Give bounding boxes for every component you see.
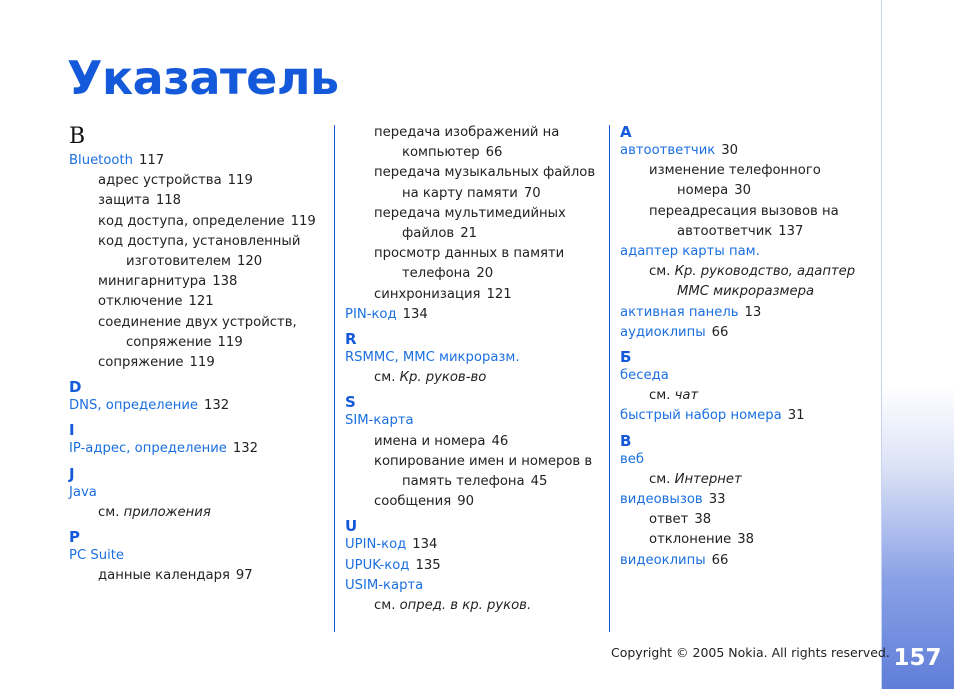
see-label: см. <box>649 388 671 404</box>
index-entry[interactable] <box>620 406 875 426</box>
index-term-link[interactable]: RSMMC, MMC микроразм. <box>345 350 520 366</box>
page-reference: 119 <box>217 334 243 350</box>
index-subentry-text: копирование имен и номеров в <box>374 453 593 469</box>
page-reference: 132 <box>232 441 259 457</box>
index-subentry <box>69 212 324 232</box>
index-entry[interactable] <box>69 439 324 459</box>
index-term-link[interactable]: PIN-код <box>345 306 397 322</box>
index-subentry-text: данные календаря <box>98 568 230 584</box>
column-divider <box>334 125 335 632</box>
index-entry[interactable] <box>620 141 875 161</box>
page-reference: 20 <box>476 266 494 282</box>
index-entry[interactable] <box>620 551 875 571</box>
index-subentry-text: адрес устройства <box>98 173 222 189</box>
page-reference: 21 <box>460 226 477 242</box>
see-reference: Кр. руководство, адаптер <box>674 264 856 280</box>
index-letter-heading: R <box>345 330 357 349</box>
index-subentry-text: переадресация вызовов на <box>649 203 839 219</box>
index-subentry <box>69 292 324 312</box>
see-reference: MMC микроразмера <box>677 284 815 300</box>
index-subentry <box>345 224 600 244</box>
index-letter-heading: J <box>69 464 75 483</box>
page-reference: 119 <box>189 355 215 371</box>
index-entry[interactable] <box>69 151 324 171</box>
page-reference: 97 <box>235 568 253 584</box>
index-term-link[interactable]: видеоклипы <box>620 552 706 568</box>
index-subentry <box>345 596 600 616</box>
page-side-bar <box>881 0 954 689</box>
index-subentry-text: просмотр данных в памяти <box>374 246 565 262</box>
index-column-1 <box>69 123 324 586</box>
page-number: 157 <box>893 645 942 671</box>
index-subentry <box>69 191 324 211</box>
page-title: Указатель <box>67 51 339 105</box>
index-subentry-text: соединение двух устройств, <box>98 314 297 330</box>
index-subentry-text: отключение <box>98 294 183 310</box>
see-reference: Интернет <box>674 471 742 487</box>
index-subentry <box>345 204 600 224</box>
index-subentry <box>69 272 324 292</box>
page-reference: 118 <box>155 193 182 209</box>
see-reference: опред. в кр. руков. <box>399 598 532 614</box>
page-reference: 70 <box>523 185 541 201</box>
index-term-link[interactable]: Java <box>69 484 97 500</box>
index-letter-heading: А <box>620 123 632 141</box>
index-subentry-text: отклонение <box>649 532 732 548</box>
index-entry[interactable] <box>345 556 600 576</box>
index-subentry <box>345 184 600 204</box>
index-entry[interactable] <box>620 242 875 262</box>
see-label: см. <box>98 504 120 520</box>
index-subentry-text: синхронизация <box>374 286 481 302</box>
index-subentry-text: компьютер <box>402 145 480 161</box>
index-entry[interactable] <box>620 323 875 343</box>
index-subentry <box>345 163 600 183</box>
index-letter-heading: I <box>69 421 75 440</box>
index-term-link[interactable]: автоответчик <box>620 143 716 158</box>
index-subentry <box>620 161 875 181</box>
index-subentry <box>620 386 875 406</box>
page-reference: 30 <box>734 183 751 199</box>
index-entry[interactable] <box>69 396 324 416</box>
index-letter-heading: D <box>69 378 82 397</box>
page-reference: 30 <box>721 143 739 158</box>
see-label: см. <box>649 264 671 280</box>
page-reference: 66 <box>711 552 729 568</box>
index-subentry <box>69 353 324 373</box>
index-subentry-text: изменение телефонного <box>649 163 821 179</box>
page-reference: 31 <box>787 408 805 424</box>
index-subentry-text: автоответчик <box>677 223 773 239</box>
index-term-link[interactable]: USIM-карта <box>345 577 424 593</box>
index-entry[interactable] <box>620 366 875 386</box>
index-letter-heading: В <box>620 431 632 450</box>
index-subentry <box>345 264 600 284</box>
index-subentry <box>69 566 324 586</box>
index-column-2 <box>345 123 600 616</box>
index-entry[interactable] <box>345 411 600 431</box>
index-subentry <box>620 202 875 222</box>
page-reference: 45 <box>530 474 548 490</box>
index-subentry <box>69 503 324 523</box>
index-term-link[interactable]: PC Suite <box>69 548 125 564</box>
column-divider <box>609 125 610 632</box>
index-subentry <box>69 313 324 333</box>
index-entry[interactable] <box>620 450 875 470</box>
index-term-link[interactable]: UPIN-код <box>345 537 407 553</box>
index-term-link[interactable]: видеовызов <box>620 492 703 508</box>
page-reference: 134 <box>412 537 438 553</box>
index-subentry-text: код доступа, определение <box>98 213 285 229</box>
index-subentry <box>620 181 875 201</box>
index-subentry <box>69 232 324 252</box>
see-label: см. <box>374 598 396 614</box>
index-subentry-text: память телефона <box>402 474 525 490</box>
index-subentry <box>620 510 875 530</box>
index-term-link[interactable]: веб <box>620 451 645 467</box>
index-entry[interactable] <box>620 303 875 323</box>
index-subentry <box>345 244 600 264</box>
index-subentry-text: номера <box>677 183 729 199</box>
index-term-link[interactable]: быстрый набор номера <box>620 408 782 424</box>
index-subentry <box>345 285 600 305</box>
index-subentry <box>345 452 600 472</box>
page-reference: 135 <box>415 557 441 573</box>
index-entry[interactable] <box>620 490 875 510</box>
index-entry[interactable] <box>345 348 600 368</box>
page-reference: 13 <box>744 304 762 320</box>
index-subentry-text: сопряжение <box>126 334 212 350</box>
index-subentry <box>345 143 600 163</box>
index-term-link[interactable]: активная панель <box>620 304 739 320</box>
index-subentry <box>620 470 875 490</box>
index-subentry-text: передача мультимедийных <box>374 205 566 221</box>
index-subentry-text: минигарнитура <box>98 274 207 290</box>
index-subentry <box>345 432 600 452</box>
index-term-link[interactable]: UPUK-код <box>345 557 410 573</box>
index-subentry <box>69 252 324 272</box>
index-entry[interactable] <box>345 576 600 596</box>
page-reference: 138 <box>212 274 238 290</box>
index-letter-heading: U <box>345 517 358 536</box>
index-letter-heading: B <box>69 124 86 149</box>
page-reference: 132 <box>204 398 230 414</box>
page-reference: 137 <box>778 223 804 239</box>
page-reference: 90 <box>457 494 474 510</box>
index-subentry <box>345 368 600 388</box>
index-subentry <box>620 282 875 302</box>
index-letter-heading: Б <box>620 348 632 367</box>
index-subentry <box>620 262 875 282</box>
index-term-link[interactable]: адаптер карты пам. <box>620 244 760 260</box>
index-subentry <box>345 492 600 512</box>
page-reference: 119 <box>290 213 316 229</box>
index-subentry <box>345 472 600 492</box>
index-term-link[interactable]: аудиоклипы <box>620 324 706 340</box>
index-subentry-text: изготовителем <box>126 254 231 270</box>
index-entry[interactable] <box>69 546 324 566</box>
index-entry[interactable] <box>345 305 600 325</box>
copyright-notice: Copyright © 2005 Nokia. All rights reserved. <box>611 645 890 660</box>
index-subentry <box>620 222 875 242</box>
page-reference: 38 <box>737 532 755 548</box>
index-subentry <box>69 333 324 353</box>
index-column-3 <box>620 123 875 571</box>
index-subentry-text: сопряжение <box>98 355 184 371</box>
index-term-link[interactable]: беседа <box>620 368 669 384</box>
page-reference: 121 <box>486 286 512 302</box>
index-subentry-text: телефона <box>402 266 471 282</box>
index-subentry-text: ответ <box>649 512 689 528</box>
page-reference: 33 <box>708 492 726 508</box>
index-letter-heading: P <box>69 528 80 547</box>
see-reference: приложения <box>123 504 211 520</box>
index-entry[interactable] <box>69 483 324 503</box>
index-letter-heading: S <box>345 393 356 412</box>
page-reference: 66 <box>711 324 729 340</box>
index-subentry-text: имена и номера <box>374 433 486 449</box>
index-entry[interactable] <box>345 535 600 555</box>
see-reference: чат <box>674 388 699 404</box>
index-subentry-text: код доступа, установленный <box>98 233 301 249</box>
index-subentry-text: защита <box>98 193 150 209</box>
see-reference: Кр. руков-во <box>399 370 487 386</box>
page-reference: 66 <box>485 145 503 161</box>
see-label: см. <box>374 370 396 386</box>
index-subentry-text: передача музыкальных файлов <box>374 165 596 181</box>
page-reference: 134 <box>402 306 428 322</box>
index-subentry-text: на карту памяти <box>402 185 518 201</box>
index-term-link[interactable]: Bluetooth <box>69 153 134 168</box>
index-subentry-text: файлов <box>402 226 455 242</box>
page-reference: 121 <box>188 294 214 310</box>
index-subentry <box>69 171 324 191</box>
index-subentry-text: сообщения <box>374 494 452 510</box>
index-term-link[interactable]: IP-адрес, определение <box>69 441 227 457</box>
index-subentry <box>620 530 875 550</box>
index-term-link[interactable]: SIM-карта <box>345 413 414 429</box>
page-reference: 117 <box>139 153 165 168</box>
page-reference: 38 <box>694 512 712 528</box>
page-reference: 120 <box>236 254 263 270</box>
page-reference: 46 <box>491 433 509 449</box>
index-subentry-text: передача изображений на <box>374 125 560 140</box>
index-subentry <box>345 123 600 143</box>
index-term-link[interactable]: DNS, определение <box>69 398 199 414</box>
see-label: см. <box>649 471 671 487</box>
page-reference: 119 <box>227 173 253 189</box>
